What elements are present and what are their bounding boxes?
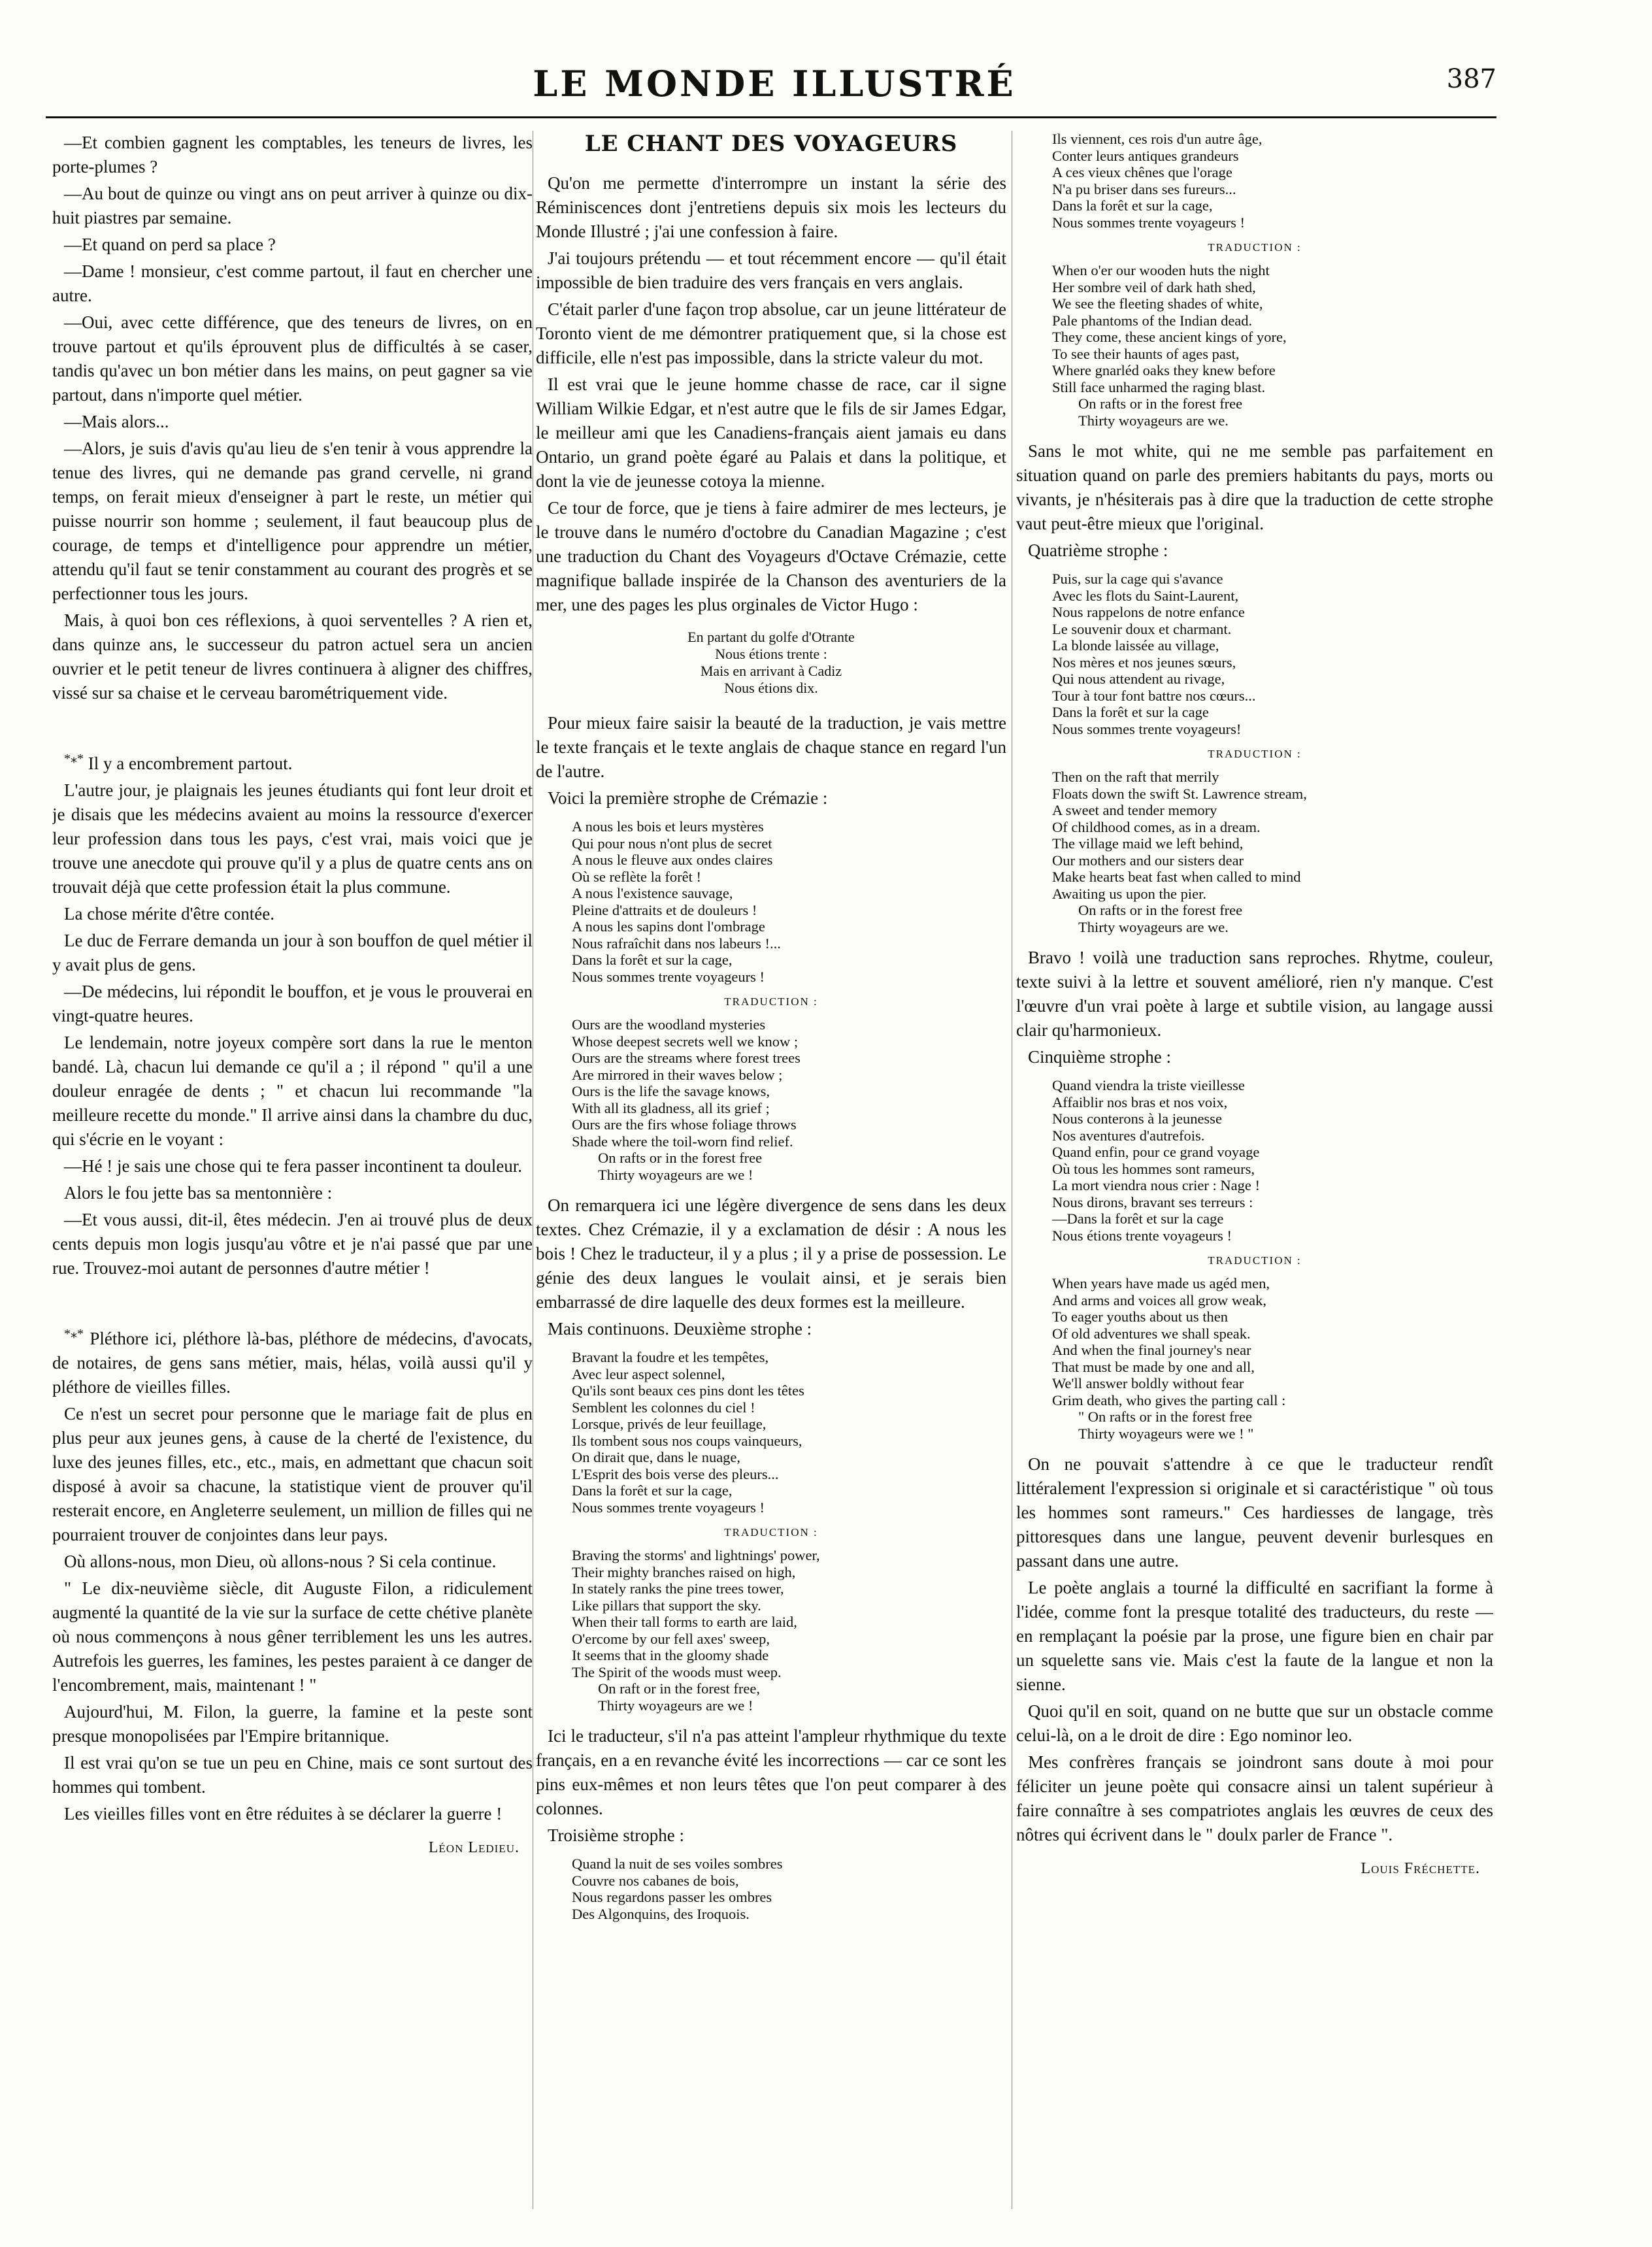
paragraph: Pour mieux faire saisir la beauté de la traduction, je vais mettre le texte français et le texte anglais de chaque stance en regard l'un de l'autre. — [536, 713, 1006, 781]
stanza-5-english — [1052, 1275, 1493, 1442]
verse-line: Puis, sur la cage qui s'avance — [1052, 571, 1223, 587]
verse-line: Nous étions trente voyageurs ! — [1052, 1227, 1232, 1244]
verse-line: Mais en arrivant à Cadiz — [700, 663, 842, 679]
stanza-3-french-part-1 — [572, 1856, 1006, 1922]
verse-line: A sweet and tender memory — [1052, 802, 1217, 818]
paragraph: L'autre jour, je plaignais les jeunes étudiants qui font leur droit et je disais que les médecins avaient au moins la ressource d'exercer leur profession dans tous les pays, c'est vrai, mais voici que je trouve une anecdote qui prouve qu'il y a plus de quatre cents ans on trouvait déjà que cette profession était la plus commune. — [52, 780, 533, 897]
paragraph: —Et combien gagnent les comptables, les teneurs de livres, les porte-plumes ? — [52, 133, 533, 176]
verse-line: Ils tombent sous nos coups vainqueurs, — [572, 1432, 802, 1449]
verse-line: La mort viendra nous crier : Nage ! — [1052, 1177, 1260, 1193]
verse-line: Nos mères et nos jeunes sœurs, — [1052, 654, 1236, 671]
verse-line: L'Esprit des bois verse des pleurs... — [572, 1465, 779, 1482]
verse-line: " On rafts or in the forest free — [1078, 1408, 1252, 1425]
verse-line: Dans la forêt et sur la cage, — [572, 1482, 733, 1499]
verse-line: Avec les flots du Saint-Laurent, — [1052, 587, 1239, 604]
verse-line: Ils viennent, ces rois d'un autre âge, — [1052, 131, 1263, 147]
verse-line: When their tall forms to earth are laid, — [572, 1614, 797, 1630]
verse-line: Thirty woyageurs are we ! — [598, 1166, 753, 1183]
verse-line: Like pillars that support the sky. — [572, 1597, 761, 1614]
verse-line: Quand enfin, pour ce grand voyage — [1052, 1144, 1260, 1160]
verse-line: Où se reflète la forêt ! — [572, 868, 702, 885]
verse-line: Of old adventures we shall speak. — [1052, 1325, 1251, 1342]
verse-line: Nous sommes trente voyageurs ! — [1052, 214, 1245, 231]
stanza-1-french — [572, 818, 1006, 985]
verse-line: Thirty woyageurs are we. — [1078, 412, 1229, 429]
verse-line: Tour à tour font battre nos cœurs... — [1052, 687, 1256, 704]
verse-line: And when the final journey's near — [1052, 1342, 1251, 1358]
verse-line: The village maid we left behind, — [1052, 835, 1244, 852]
verse-line: They come, these ancient kings of yore, — [1052, 329, 1287, 345]
verse-line: On dirait que, dans le nuage, — [572, 1449, 741, 1465]
paragraph: Ce n'est un secret pour personne que le mariage fait de plus en plus peur aux jeunes gens, à cause de la cherté de l'existence, du luxe des jeunes filles, etc., etc., mais, en admettant que chacun soit disposé à avoir sa chacune, la statistique vient de prouver qu'il resterait encore, en Angleterre seulement, un million de filles qui ne pourraient trouver de conjointes dans leur pays. — [52, 1404, 533, 1544]
verse-line: Then on the raft that merrily — [1052, 769, 1219, 785]
paragraph: Voici la première strophe de Crémazie : — [548, 788, 828, 808]
translation-label: TRADUCTION : — [724, 995, 818, 1008]
paragraph: Qu'on me permette d'interrompre un instant la série des Réminiscences dont j'entretiens depuis six mois les lecteurs du Monde Illustré ; j'ai une confession à faire. — [536, 173, 1006, 241]
paragraph: Ce tour de force, que je tiens à faire admirer de mes lecteurs, je le trouve dans le numéro d'octobre du Canadian Magazine ; c'est une traduction du Chant des Voyageurs d'Octave Crémazie, cette magnifique ballade inspirée de la Chanson des aventuriers de la mer, une des pages les plus orginales de Victor Hugo : — [536, 498, 1006, 614]
translation-label: TRADUCTION : — [724, 1526, 818, 1539]
paragraph: —Et vous aussi, dit-il, êtes médecin. J'en ai trouvé plus de deux cents depuis mon logis jusqu'au vôtre et je n'ai passé que par une rue. Trouvez-moi autant de personnes d'autre métier ! — [52, 1210, 533, 1278]
section-stars: *⁎* — [64, 752, 84, 766]
verse-line: Nous sommes trente voyageurs! — [1052, 720, 1242, 737]
verse-line: On rafts or in the forest free — [598, 1150, 763, 1166]
stanza-4-english — [1052, 769, 1493, 935]
verse-line: Qui pour nous n'ont plus de secret — [572, 835, 772, 852]
verse-line: Lorsque, privés de leur feuillage, — [572, 1416, 767, 1432]
verse-line: To eager youths about us then — [1052, 1308, 1228, 1325]
verse-line: Nous sommes trente voyageurs ! — [572, 1499, 765, 1516]
paragraph: —Alors, je suis d'avis qu'au lieu de s'en tenir à vous apprendre la tenue des livres, qui ne demande pas grand cervelle, ni grand temps, on ferait mieux d'enseigner à part le reste, un métier qui puisse nourrir son homme ; seulement, il faut beaucoup plus de courage, de temps et d'intelligence pour apprendre un métier, attendu qu'il faut se tenir constamment au courant des progrès et se perfectionner tous les jours. — [52, 439, 533, 603]
verse-line: Nos aventures d'autrefois. — [1052, 1127, 1205, 1144]
verse-line: On rafts or in the forest free — [1078, 902, 1243, 918]
verse-line: Her sombre veil of dark hath shed, — [1052, 278, 1256, 295]
verse-line: A nous le fleuve aux ondes claires — [572, 852, 773, 868]
verse-line: Thirty woyageurs are we. — [1078, 918, 1229, 935]
paragraph: Mais continuons. Deuxième strophe : — [548, 1319, 812, 1339]
paragraph: C'était parler d'une façon trop absolue, car un jeune littérateur de Toronto vient de me démontrer pratiquement que, si la chose est difficile, elle n'est pas impossible, dans la stricte valeur du mot. — [536, 299, 1006, 367]
verse-line: Dans la forêt et sur la cage, — [1052, 197, 1213, 214]
verse-line: Conter leurs antiques grandeurs — [1052, 147, 1239, 164]
stanza-2-french — [572, 1349, 1006, 1516]
paragraph: —Dame ! monsieur, c'est comme partout, il faut en chercher une autre. — [52, 261, 533, 305]
verse-line: Nous regardons passer les ombres — [572, 1889, 772, 1905]
paragraph: Quatrième strophe : — [1028, 541, 1168, 560]
paragraph: " Le dix-neuvième siècle, dit Auguste Filon, a ridiculement augmenté la quantité de la vie sur la surface de cette chétive planète où nous commençons à nous gêner terriblement les uns les autres. Autrefois les guerres, les famines, les pestes paraient à ce danger de l'encombrement, mais, maintenant ! " — [52, 1578, 533, 1695]
verse-line: Pale phantoms of the Indian dead. — [1052, 312, 1253, 329]
stanza-4-french — [1052, 571, 1493, 737]
article-heading: LE CHANT DES VOYAGEURS — [584, 131, 958, 157]
translation-label: TRADUCTION : — [1208, 241, 1302, 254]
verse-line: O'ercome by our fell axes' sweep, — [572, 1630, 770, 1647]
paragraph: Les vieilles filles vont en être réduites à se déclarer la guerre ! — [64, 1804, 503, 1823]
verse-line: Nous étions trente : — [715, 646, 827, 662]
paragraph: —Et quand on perd sa place ? — [64, 235, 276, 254]
verse-line: Ours is the life the savage knows, — [572, 1083, 770, 1099]
verse-line: Avec leur aspect solennel, — [572, 1365, 725, 1382]
verse-line: Semblent les colonnes du ciel ! — [572, 1399, 755, 1416]
article-chronique-part-2 — [52, 747, 533, 1280]
verse-line: Quand viendra la triste vieillesse — [1052, 1077, 1245, 1093]
column-3 — [1016, 131, 1493, 2229]
verse-line: It seems that in the gloomy shade — [572, 1647, 769, 1663]
verse-line: Grim death, who gives the parting call : — [1052, 1391, 1286, 1408]
verse-line: Couvre nos cabanes de bois, — [572, 1872, 739, 1889]
verse-line: In stately ranks the pine trees tower, — [572, 1580, 784, 1597]
paragraph: Quoi qu'il en soit, quand on ne butte que sur un obstacle comme celui-là, on a le droit de dire : Ego nominor leo. — [1016, 1701, 1493, 1745]
verse-line: Whose deepest secrets well we know ; — [572, 1033, 799, 1050]
verse-line: —Dans la forêt et sur la cage — [1052, 1210, 1224, 1227]
author-signature: Léon Ledieu. — [428, 1839, 520, 1856]
verse-line: Still face unharmed the raging blast. — [1052, 378, 1266, 395]
paragraph: Mais, à quoi bon ces réflexions, à quoi serventelles ? A rien et, dans quinze ans, le successeur du patron actuel sera un ancien ouvrier et le petit teneur de livres continuera à aligner des chiffres, vissé sur sa chaise et le cerveau barométriquement vide. — [52, 610, 533, 703]
verse-line: Of childhood comes, as in a dream. — [1052, 818, 1261, 835]
verse-line: Pleine d'attraits et de douleurs ! — [572, 901, 757, 918]
verse-line: Nous rafraîchit dans nos labeurs !... — [572, 935, 781, 952]
verse-line: With all its gladness, all its grief ; — [572, 1099, 770, 1116]
paragraph: Où allons-nous, mon Dieu, où allons-nous ? Si cela continue. — [64, 1552, 497, 1571]
verse-line: Le souvenir doux et charmant. — [1052, 620, 1232, 637]
paragraph: —De médecins, lui répondit le bouffon, et je vous le prouverai en vingt-quatre heures. — [52, 982, 533, 1025]
verse-line: That must be made by one and all, — [1052, 1358, 1255, 1375]
verse-line: Où tous les hommes sont rameurs, — [1052, 1160, 1255, 1177]
verse-line: Are mirrored in their waves below ; — [572, 1066, 783, 1083]
verse-line: Our mothers and our sisters dear — [1052, 852, 1244, 869]
verse-line: A nous l'existence sauvage, — [572, 885, 733, 901]
stanza-1-english — [572, 1016, 1006, 1183]
paragraph: Le lendemain, notre joyeux compère sort dans la rue le menton bandé. Là, chacun lui demande ce qu'il a ; il répond " qu'il a une douleur enragée de dents ; " et chacun lui recommande "la meilleure recette du monde." Il arrive ainsi dans la chambre du duc, qui s'écrie en le voyant : — [52, 1033, 533, 1149]
paragraph: Pléthore ici, pléthore là-bas, pléthore de médecins, d'avocats, de notaires, de gens sans métier, mais, hélas, voilà aussi qu'il y pléthore de vieilles filles. — [52, 1329, 533, 1397]
verse-line: Where gnarléd oaks they knew before — [1052, 362, 1276, 378]
paragraph: Alors le fou jette bas sa mentonnière : — [64, 1183, 333, 1203]
verse-line: Ours are the streams where forest trees — [572, 1050, 801, 1066]
paragraph: Il y a encombrement partout. — [88, 754, 293, 773]
verse-line: To see their haunts of ages past, — [1052, 345, 1240, 362]
verse-line: Nous rappelons de notre enfance — [1052, 604, 1245, 620]
verse-line: We see the fleeting shades of white, — [1052, 295, 1263, 312]
verse-line: When o'er our wooden huts the night — [1052, 262, 1270, 278]
verse-line: When years have made us agéd men, — [1052, 1275, 1270, 1291]
paragraph: Bravo ! voilà une traduction sans reproches. Rhytme, couleur, texte suivi à la lettre et souvent amélioré, rien n'y manque. C'est l'œuvre d'un vrai poète à large et subtile vision, au langage aussi clair qu'harmonieux. — [1016, 948, 1493, 1040]
verse-line: Their mighty branches raised on high, — [572, 1563, 796, 1580]
verse-line: Braving the storms' and lightnings' power, — [572, 1547, 820, 1563]
verse-line: We'll answer boldly without fear — [1052, 1375, 1244, 1391]
verse-line: Awaiting us upon the pier. — [1052, 885, 1207, 902]
stanza-2-english — [572, 1547, 1006, 1714]
verse-line: The Spirit of the woods must weep. — [572, 1663, 782, 1680]
verse-line: N'a pu briser dans ses fureurs... — [1052, 180, 1236, 197]
verse-line: A ces vieux chênes que l'orage — [1052, 164, 1232, 180]
paragraph: —Mais alors... — [64, 412, 169, 431]
author-signature: Louis Fréchette. — [1361, 1860, 1480, 1877]
epigraph — [536, 629, 1006, 697]
paragraph: Il est vrai que le jeune homme chasse de race, car il signe William Wilkie Edgar, et n'est autre que le fils de sir James Edgar, le meilleur ami que les Canadiens-français aient jamais eu dans Ontario, un grand poète égaré au Palais et dans la politique, et dont la vie de jeunesse cotoya la mienne. — [536, 374, 1006, 491]
column-1 — [52, 131, 533, 2229]
verse-line: Nous conterons à la jeunesse — [1052, 1110, 1222, 1127]
verse-line: Nous étions dix. — [724, 680, 818, 696]
verse-line: Nous dirons, bravant ses terreurs : — [1052, 1193, 1253, 1210]
verse-line: A nous les bois et leurs mystères — [572, 818, 764, 835]
verse-line: Thirty woyageurs are we ! — [598, 1697, 753, 1714]
section-stars: *⁎* — [64, 1327, 84, 1341]
translation-label: TRADUCTION : — [1208, 1254, 1302, 1267]
verse-line: Quand la nuit de ses voiles sombres — [572, 1856, 783, 1872]
verse-line: Bravant la foudre et les tempêtes, — [572, 1349, 769, 1365]
paragraph: Il est vrai qu'on se tue un peu en Chine, mais ce sont surtout des hommes qui tombent. — [52, 1753, 533, 1797]
verse-line: Floats down the swift St. Lawrence stream, — [1052, 785, 1307, 802]
article-chronique-part-3 — [52, 1322, 533, 1857]
verse-line: And arms and voices all grow weak, — [1052, 1291, 1267, 1308]
paragraph: Troisième strophe : — [548, 1825, 684, 1845]
verse-line: Thirty woyageurs were we ! " — [1078, 1425, 1254, 1442]
stanza-3-english — [1052, 262, 1493, 429]
verse-line: Ours are the firs whose foliage throws — [572, 1116, 797, 1133]
translation-label: TRADUCTION : — [1208, 748, 1302, 760]
paragraph: Sans le mot white, qui ne me semble pas parfaitement en situation quand on parle des premiers habitants du pays, morts ou vivants, je n'hésiterais pas à dire que la traduction de cette strophe vaut peut-être mieux que l'original. — [1016, 441, 1493, 533]
verse-line: Make hearts beat fast when called to mind — [1052, 869, 1301, 885]
verse-line: Dans la forêt et sur la cage — [1052, 704, 1209, 720]
verse-line: Des Algonquins, des Iroquois. — [572, 1905, 750, 1922]
article-chronique-part-1 — [52, 131, 533, 705]
paragraph: —Au bout de quinze ou vingt ans on peut arriver à quinze ou dix-huit piastres par semaine. — [52, 184, 533, 227]
paragraph: J'ai toujours prétendu — et tout récemment encore — qu'il était impossible de bien traduire des vers français en vers anglais. — [536, 248, 1006, 292]
column-2 — [536, 131, 1006, 2229]
paragraph: La chose mérite d'être contée. — [64, 904, 274, 924]
verse-line: Nous sommes trente voyageurs ! — [572, 968, 765, 985]
paragraph: Mes confrères français se joindront sans doute à moi pour féliciter un jeune poète qui consacre ainsi un talent supérieur à faire connaître à ses compatriotes anglais les œuvres de ceux des nôtres qui écrivent dans le " doulx parler de France ". — [1016, 1752, 1493, 1844]
paragraph: Le duc de Ferrare demanda un jour à son bouffon de quel métier il y avait plus de gens. — [52, 931, 533, 974]
paragraph: —Oui, avec cette différence, que des teneurs de livres, on en trouve partout et qu'ils éprouvent plus de difficultés à se caser, tandis qu'avec un bon métier dans les mains, on peut gagner sa vie partout, dans n'importe quel métier. — [52, 312, 533, 405]
verse-line: Qu'ils sont beaux ces pins dont les têtes — [572, 1382, 804, 1399]
page-number: 387 — [1446, 64, 1496, 94]
paragraph: Ici le traducteur, s'il n'a pas atteint l'ampleur rhythmique du texte français, en a en revanche évité les incorrections — car ce sont les pins eux-mêmes et non leurs têtes que l'on peut comparer à des colonnes. — [536, 1726, 1006, 1818]
verse-line: Qui nous attendent au rivage, — [1052, 671, 1225, 687]
verse-line: Dans la forêt et sur la cage, — [572, 952, 733, 968]
verse-line: A nous les sapins dont l'ombrage — [572, 918, 765, 935]
newspaper-title: LE MONDE ILLUSTRÉ — [533, 63, 1016, 105]
verse-line: Ours are the woodland mysteries — [572, 1016, 766, 1033]
header-rule — [46, 116, 1496, 118]
verse-line: La blonde laissée au village, — [1052, 637, 1219, 654]
paragraph: Cinquième strophe : — [1028, 1047, 1171, 1067]
stanza-5-french — [1052, 1077, 1493, 1244]
paragraph: On ne pouvait s'attendre à ce que le traducteur rendît littéralement l'expression si originale et si caractéristique " où tous les hommes sont rameurs." Ces hardiesses de langage, très pittoresques dans une langue, peuvent devenir burlesques en passant dans une autre. — [1016, 1454, 1493, 1571]
verse-line: Shade where the toil-worn find relief. — [572, 1133, 793, 1150]
paragraph: On remarquera ici une légère divergence de sens dans les deux textes. Chez Crémazie, il y a exclamation de désir : A nous les bois ! Chez le traducteur, il y a plus ; il y a prise de possession. Le génie des deux langues le voulait ainsi, et je serais bien embarrassé de dire laquelle des deux formes est la meilleure. — [536, 1195, 1006, 1312]
stanza-3-french-part-2 — [1052, 131, 1493, 231]
paragraph: Aujourd'hui, M. Filon, la guerre, la famine et la peste sont presque monopolisées par l'Empire britannique. — [52, 1702, 533, 1746]
verse-line: On rafts or in the forest free — [1078, 395, 1243, 412]
masthead — [72, 63, 1496, 105]
paragraph: Le poète anglais a tourné la difficulté en sacrifiant la forme à l'idée, comme font la presque totalité des traducteurs, du reste — en remplaçant la poésie par la prose, une figure bien en chair par un squelette sans vie. Mais c'est la faute de la langue et non la sienne. — [1016, 1578, 1493, 1694]
paragraph: —Hé ! je sais une chose qui te fera passer incontinent ta douleur. — [64, 1156, 523, 1176]
verse-line: On raft or in the forest free, — [598, 1680, 761, 1697]
verse-line: En partant du golfe d'Otrante — [687, 629, 855, 645]
verse-line: Affaiblir nos bras et nos voix, — [1052, 1093, 1228, 1110]
